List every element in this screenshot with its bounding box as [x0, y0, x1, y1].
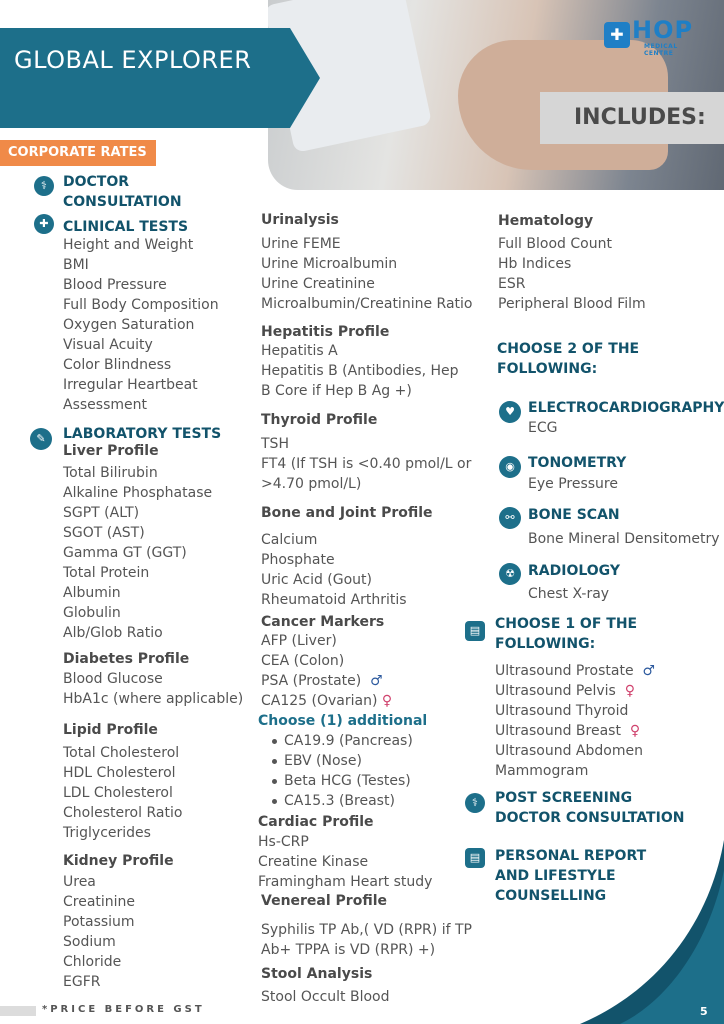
female-icon: ♀ — [624, 683, 635, 699]
list-item: Total Bilirubin — [63, 465, 158, 481]
list-item: Ab+ TPPA is VD (RPR) +) — [261, 942, 436, 958]
hematology-heading: Hematology — [498, 213, 594, 229]
us-pelvis-label: Ultrasound Pelvis — [495, 683, 616, 699]
list-item: >4.70 pmol/L) — [261, 476, 362, 492]
list-item: Ultrasound Thyroid — [495, 703, 629, 719]
radiology-heading: RADIOLOGY — [528, 563, 620, 579]
list-item: B Core if Hep B Ag +) — [261, 383, 412, 399]
cancer-markers-list — [261, 631, 392, 711]
list-item: BMI — [63, 257, 89, 273]
list-item: HDL Cholesterol — [63, 765, 176, 781]
list-item: Blood Pressure — [63, 277, 167, 293]
list-item: ESR — [498, 276, 526, 292]
female-icon: ♀ — [381, 693, 393, 709]
stethoscope-icon: ⚕ — [34, 176, 54, 196]
radiation-icon: ☢ — [499, 563, 521, 585]
title-banner — [0, 28, 320, 128]
list-item: Full Body Composition — [63, 297, 219, 313]
list-item: Cholesterol Ratio — [63, 805, 183, 821]
stethoscope-icon: ⚕ — [465, 793, 485, 813]
post-screening-heading — [495, 788, 684, 828]
stool-analysis-heading: Stool Analysis — [261, 966, 373, 982]
list-item: Irregular Heartbeat — [63, 377, 198, 393]
cardiac-profile-list — [258, 832, 432, 892]
laboratory-tests-heading: LABORATORY TESTS — [63, 426, 222, 442]
thyroid-profile-list — [261, 434, 471, 494]
cardiac-profile-heading: Cardiac Profile — [258, 814, 374, 830]
clipboard-icon: ▤ — [465, 621, 485, 641]
list-item: LDL Cholesterol — [63, 785, 173, 801]
list-item: SGPT (ALT) — [63, 505, 140, 521]
list-item: Urea — [63, 874, 96, 890]
bone-joint-profile-list — [261, 530, 407, 610]
list-item: CEA (Colon) — [261, 653, 345, 669]
list-item: Color Blindness — [63, 357, 172, 373]
hepatitis-profile-list — [261, 341, 459, 401]
list-item — [261, 691, 392, 711]
additional-markers-list — [270, 731, 413, 811]
list-item: Alkaline Phosphatase — [63, 485, 213, 501]
tonometry-item: Eye Pressure — [528, 476, 618, 492]
list-item: Hb Indices — [498, 256, 572, 272]
list-item: Sodium — [63, 934, 116, 950]
list-item: Phosphate — [261, 552, 335, 568]
list-item: Assessment — [63, 397, 147, 413]
lipid-profile-heading: Lipid Profile — [63, 722, 158, 738]
diabetes-profile-list — [63, 669, 243, 709]
female-icon: ♀ — [629, 723, 641, 739]
psa-label: PSA (Prostate) — [261, 673, 362, 689]
list-item: Total Protein — [63, 565, 150, 581]
post-screening-line-1: POST SCREENING — [495, 790, 633, 806]
list-item: Creatinine — [63, 894, 136, 910]
us-breast-label: Ultrasound Breast — [495, 723, 621, 739]
post-screening-line-2: DOCTOR CONSULTATION — [495, 810, 685, 826]
logo-mark-icon: ✚ — [604, 22, 630, 48]
lipid-profile-list — [63, 743, 182, 843]
radiology-item: Chest X-ray — [528, 586, 610, 602]
kidney-profile-heading: Kidney Profile — [63, 853, 174, 869]
footer-bar — [0, 1006, 36, 1016]
list-item: SGOT (AST) — [63, 525, 145, 541]
doctor-line-2: CONSULTATION — [63, 194, 182, 210]
doctor-consultation-heading — [63, 172, 182, 212]
page-title: GLOBAL EXPLORER — [14, 46, 252, 74]
list-item: Visual Acuity — [63, 337, 153, 353]
list-item — [495, 661, 655, 681]
includes-label: INCLUDES: — [574, 105, 706, 130]
list-item — [495, 681, 655, 701]
choose-one-line-2: FOLLOWING: — [495, 636, 596, 652]
list-item: Height and Weight — [63, 237, 194, 253]
choose-one-list — [495, 661, 655, 781]
list-item: TSH — [261, 436, 289, 452]
list-item: Oxygen Saturation — [63, 317, 195, 333]
footer-note: *PRICE BEFORE GST — [42, 1004, 205, 1015]
male-icon: ♂ — [370, 673, 383, 689]
clinical-tests-heading: CLINICAL TESTS — [63, 219, 189, 235]
list-item: Alb/Glob Ratio — [63, 625, 163, 641]
report-icon: ▤ — [465, 848, 485, 868]
list-item: AFP (Liver) — [261, 633, 337, 649]
list-item: Calcium — [261, 532, 318, 548]
list-item: Hepatitis A — [261, 343, 338, 359]
choose-one-line-1: CHOOSE 1 OF THE — [495, 616, 638, 632]
diabetes-profile-heading: Diabetes Profile — [63, 651, 190, 667]
stool-analysis-list — [261, 987, 389, 1007]
cancer-markers-heading: Cancer Markers — [261, 614, 385, 630]
list-item: Ultrasound Abdomen — [495, 743, 643, 759]
list-item: Gamma GT (GGT) — [63, 545, 187, 561]
list-item: Urine FEME — [261, 236, 341, 252]
list-item: Hepatitis B (Antibodies, Hep — [261, 363, 459, 379]
list-item: EGFR — [63, 974, 101, 990]
list-item: Total Cholesterol — [63, 745, 180, 761]
list-item: Uric Acid (Gout) — [261, 572, 372, 588]
list-item — [261, 671, 392, 691]
liver-profile-heading: Liver Profile — [63, 443, 159, 459]
list-item: Creatine Kinase — [258, 854, 369, 870]
bone-scan-heading: BONE SCAN — [528, 507, 620, 523]
list-item: Beta HCG (Testes) — [270, 771, 413, 791]
urinalysis-heading: Urinalysis — [261, 212, 339, 228]
list-item: Stool Occult Blood — [261, 989, 390, 1005]
list-item: Globulin — [63, 605, 121, 621]
tonometry-heading: TONOMETRY — [528, 455, 627, 471]
venereal-profile-heading: Venereal Profile — [261, 893, 387, 909]
list-item: Triglycerides — [63, 825, 151, 841]
bone-icon: ⚯ — [499, 507, 521, 529]
list-item: Blood Glucose — [63, 671, 163, 687]
corporate-rates-badge: CORPORATE RATES — [0, 140, 156, 166]
list-item: Full Blood Count — [498, 236, 612, 252]
clinical-tests-list — [63, 235, 219, 415]
heart-icon: ♥ — [499, 401, 521, 423]
list-item: Urine Microalbumin — [261, 256, 398, 272]
urinalysis-list — [261, 234, 472, 314]
hepatitis-profile-heading: Hepatitis Profile — [261, 324, 390, 340]
list-item: Chloride — [63, 954, 122, 970]
list-item — [495, 721, 655, 741]
choose-two-line-1: CHOOSE 2 OF THE — [497, 341, 640, 357]
male-icon: ♂ — [642, 663, 656, 679]
liver-profile-list — [63, 463, 212, 643]
list-item: Syphilis TP Ab,( VD (RPR) if TP — [261, 922, 472, 938]
list-item: Rheumatoid Arthritis — [261, 592, 407, 608]
list-item: Hs-CRP — [258, 834, 309, 850]
kidney-profile-list — [63, 872, 135, 992]
list-item: Peripheral Blood Film — [498, 296, 646, 312]
list-item: Microalbumin/Creatinine Ratio — [261, 296, 473, 312]
choose-two-line-2: FOLLOWING: — [497, 361, 598, 377]
syringe-icon: ✎ — [30, 428, 52, 450]
list-item: HbA1c (where applicable) — [63, 691, 244, 707]
list-item: CA19.9 (Pancreas) — [270, 731, 413, 751]
venereal-profile-list — [261, 920, 472, 960]
us-prostate-label: Ultrasound Prostate — [495, 663, 634, 679]
personal-report-line-1: PERSONAL REPORT — [495, 848, 647, 864]
hematology-list — [498, 234, 646, 314]
logo-subtitle: MEDICAL CENTRE — [644, 43, 678, 57]
list-item: Urine Creatinine — [261, 276, 375, 292]
list-item: Albumin — [63, 585, 121, 601]
eye-icon: ◉ — [499, 456, 521, 478]
corner-decoration — [560, 840, 724, 1024]
personal-report-line-2: AND LIFESTYLE — [495, 868, 616, 884]
choose-two-heading — [497, 339, 639, 379]
list-item: Mammogram — [495, 763, 589, 779]
list-item: Framingham Heart study — [258, 874, 433, 890]
ecg-heading: ELECTROCARDIOGRAPHY — [528, 400, 724, 416]
thyroid-profile-heading: Thyroid Profile — [261, 412, 378, 428]
bone-scan-item: Bone Mineral Densitometry — [528, 531, 720, 547]
list-item: FT4 (If TSH is <0.40 pmol/L or — [261, 456, 472, 472]
logo-text: HOP — [632, 16, 694, 44]
ecg-item: ECG — [528, 420, 558, 436]
list-item: CA15.3 (Breast) — [270, 791, 413, 811]
choose-one-heading — [495, 614, 637, 654]
bone-joint-profile-heading: Bone and Joint Profile — [261, 505, 433, 521]
logo — [604, 16, 708, 57]
ambulance-icon: ✚ — [34, 214, 54, 234]
ca125-label: CA125 (Ovarian) — [261, 693, 378, 709]
list-item: Potassium — [63, 914, 135, 930]
list-item: EBV (Nose) — [270, 751, 413, 771]
choose-additional-heading: Choose (1) additional — [258, 713, 428, 729]
personal-report-line-3: COUNSELLING — [495, 888, 607, 904]
doctor-line-1: DOCTOR — [63, 174, 130, 190]
page-number: 5 — [700, 1005, 708, 1018]
